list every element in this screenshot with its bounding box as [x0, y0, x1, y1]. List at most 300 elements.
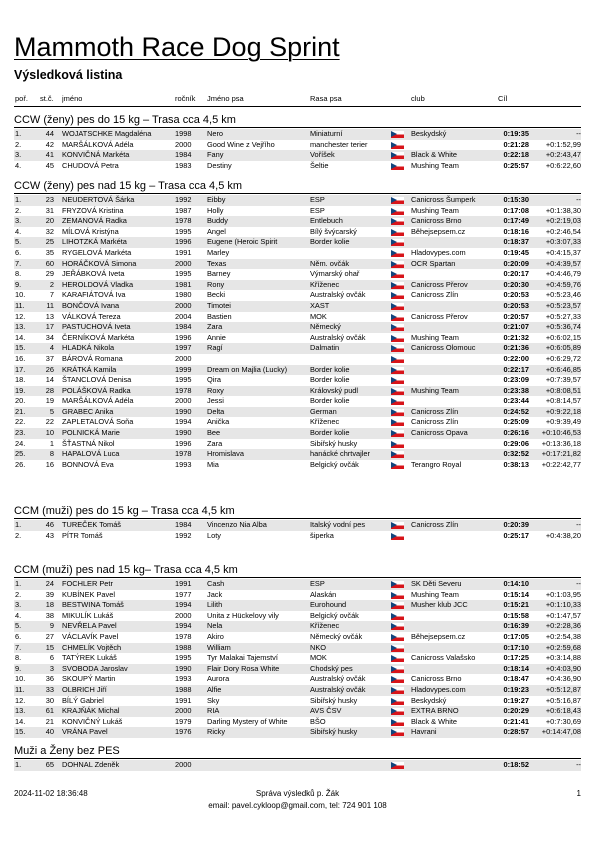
- cell-rank: 25.: [15, 449, 26, 459]
- cell-rank: 1.: [15, 195, 22, 204]
- cell-club: Canicross Šumperk: [411, 195, 476, 204]
- cell-start-number: 40: [45, 727, 54, 737]
- cell-breed: XAST: [310, 300, 330, 310]
- results-table: [14, 520, 581, 541]
- cell-name: PASTUCHOVÁ Iveta: [62, 322, 131, 332]
- cell-rank: 4.: [15, 226, 22, 236]
- cell-breed: Australský ovčák: [310, 290, 366, 300]
- cell-finish-time: 0:19:23: [503, 684, 529, 694]
- cell-dog-name: Anička: [207, 417, 230, 427]
- cell-start-number: 9: [49, 621, 54, 631]
- cell-rank: 3.: [15, 150, 22, 160]
- cell-breed: Něm. ovčák: [310, 258, 350, 268]
- cell-breed: šiperka: [310, 530, 334, 540]
- cell-breed: manchester terier: [310, 139, 368, 149]
- cell-name: KONVIČNÁ Markéta: [62, 150, 130, 160]
- cell-year: 1988: [175, 642, 192, 652]
- cell-rank: 7.: [15, 258, 22, 268]
- table-row: [14, 706, 581, 717]
- czech-flag-icon: [391, 655, 404, 662]
- section-title: CCW (ženy) pes do 15 kg – Trasa cca 4,5 km: [14, 114, 236, 126]
- cell-breed: Australský ovčák: [310, 684, 366, 694]
- cell-dog-name: Akiro: [207, 631, 224, 641]
- cell-rank: 15.: [15, 727, 26, 737]
- czech-flag-icon: [391, 345, 404, 352]
- czech-flag-icon: [391, 163, 404, 170]
- cell-name: ZAPLETALOVÁ Soňa: [62, 417, 134, 427]
- cell-finish-time: 0:16:39: [503, 621, 529, 631]
- cell-start-number: 18: [45, 600, 54, 610]
- table-row: [14, 760, 581, 771]
- cell-rank: 12.: [15, 311, 26, 321]
- czech-flag-icon: [391, 229, 404, 236]
- cell-rank: 4.: [15, 610, 22, 620]
- cell-dog-name: Buddy: [207, 216, 228, 226]
- cell-start-number: 10: [45, 428, 54, 438]
- table-row: [14, 312, 581, 323]
- cell-club: SK Děti Severu: [411, 579, 462, 588]
- cell-rank: 2.: [15, 139, 22, 149]
- czech-flag-icon: [391, 451, 404, 458]
- table-row: [14, 717, 581, 728]
- cell-start-number: 35: [45, 247, 54, 257]
- cell-rank: 10.: [15, 674, 26, 684]
- cell-finish-time: 0:21:41: [503, 716, 529, 726]
- cell-club: Canicross Přerov: [411, 311, 468, 321]
- cell-rank: 9.: [15, 663, 22, 673]
- cell-finish-time: 0:21:32: [503, 332, 529, 342]
- table-row: [14, 396, 581, 407]
- cell-year: 1990: [175, 428, 192, 438]
- cell-start-number: 24: [45, 579, 54, 588]
- cell-breed: MOK: [310, 653, 327, 663]
- cell-rank: 13.: [15, 706, 26, 716]
- cell-year: 1978: [175, 385, 192, 395]
- cell-name: POLNICKÁ Marie: [62, 428, 120, 438]
- cell-time-gap: +0:8:14,57: [545, 396, 581, 406]
- cell-dog-name: Timotei: [207, 300, 231, 310]
- cell-year: 2000: [175, 139, 192, 149]
- czech-flag-icon: [391, 250, 404, 257]
- cell-time-gap: +0:1:52,99: [545, 139, 581, 149]
- cell-club: Canicross Opava: [411, 428, 468, 438]
- cell-name: GRABEC Anika: [62, 406, 114, 416]
- czech-flag-icon: [391, 634, 404, 641]
- cell-year: 1987: [175, 205, 192, 215]
- cell-dog-name: Barney: [207, 269, 231, 279]
- cell-start-number: 65: [45, 760, 54, 769]
- cell-dog-name: RIA: [207, 706, 220, 716]
- table-row: [14, 206, 581, 217]
- cell-club: Canicross Olomouc: [411, 343, 476, 353]
- cell-start-number: 22: [45, 417, 54, 427]
- cell-dog-name: Becki: [207, 290, 226, 300]
- cell-finish-time: 0:17:10: [503, 642, 529, 652]
- cell-name: NEVŘELA Pavel: [62, 621, 117, 631]
- cell-time-gap: +0:6:46,85: [545, 364, 581, 374]
- table-row: [14, 520, 581, 531]
- cell-rank: 14.: [15, 332, 26, 342]
- cell-name: CHUDOVÁ Petra: [62, 160, 119, 170]
- cell-name: KRÁTKÁ Kamila: [62, 364, 117, 374]
- cell-start-number: 27: [45, 631, 54, 641]
- cell-rank: 26.: [15, 459, 26, 469]
- col-header-breed: Rasa psa: [310, 94, 342, 103]
- cell-name: BONNOVÁ Eva: [62, 459, 114, 469]
- cell-breed: Královský pudl: [310, 385, 359, 395]
- table-row: [14, 301, 581, 312]
- cell-rank: 1.: [15, 579, 22, 588]
- cell-finish-time: 0:21:28: [503, 139, 529, 149]
- cell-name: VÁLKOVÁ Tereza: [62, 311, 121, 321]
- cell-time-gap: +0:4:15,37: [545, 247, 581, 257]
- section-divider: [14, 577, 581, 578]
- cell-time-gap: +0:5:23,57: [545, 300, 581, 310]
- cell-breed: Dalmatin: [310, 343, 340, 353]
- cell-start-number: 8: [49, 449, 54, 459]
- czech-flag-icon: [391, 377, 404, 384]
- cell-start-number: 34: [45, 332, 54, 342]
- cell-time-gap: +0:2:46,54: [545, 226, 581, 236]
- cell-dog-name: Destiny: [207, 160, 232, 170]
- table-row: [14, 216, 581, 227]
- cell-year: 1981: [175, 279, 192, 289]
- cell-finish-time: 0:19:35: [503, 129, 529, 138]
- cell-breed: Belgický ovčák: [310, 610, 359, 620]
- cell-finish-time: 0:18:37: [503, 237, 529, 247]
- cell-year: 2000: [175, 610, 192, 620]
- table-row: [14, 590, 581, 601]
- cell-finish-time: 0:17:25: [503, 653, 529, 663]
- cell-year: 1980: [175, 290, 192, 300]
- cell-rank: 19.: [15, 385, 26, 395]
- czech-flag-icon: [391, 719, 404, 726]
- cell-breed: Sibiřský husky: [310, 438, 358, 448]
- cell-time-gap: +0:4:38,20: [545, 530, 581, 540]
- cell-rank: 4.: [15, 160, 22, 170]
- cell-time-gap: --: [576, 195, 581, 204]
- cell-time-gap: +0:4:46,79: [545, 269, 581, 279]
- cell-time-gap: --: [576, 579, 581, 588]
- cell-start-number: 29: [45, 269, 54, 279]
- section-divider: [14, 758, 581, 759]
- cell-start-number: 23: [45, 195, 54, 204]
- cell-year: 2000: [175, 300, 192, 310]
- cell-finish-time: 0:38:13: [503, 459, 529, 469]
- cell-club: Beskydský: [411, 129, 447, 138]
- cell-name: MÍLOVÁ Kristýna: [62, 226, 119, 236]
- table-row: [14, 696, 581, 707]
- cell-breed: Entlebuch: [310, 216, 343, 226]
- section-title: CCM (muži) pes do 15 kg – Trasa cca 4,5 km: [14, 505, 235, 517]
- table-row: [14, 449, 581, 460]
- cell-rank: 8.: [15, 269, 22, 279]
- cell-year: 1994: [175, 621, 192, 631]
- cell-club: Canicross Brno: [411, 674, 462, 684]
- cell-rank: 2.: [15, 530, 22, 540]
- cell-club: Musher klub JCC: [411, 600, 468, 610]
- cell-start-number: 17: [45, 322, 54, 332]
- cell-finish-time: 0:17:49: [503, 216, 529, 226]
- cell-name: SVOBODA Jaroslav: [62, 663, 128, 673]
- cell-finish-time: 0:20:09: [503, 258, 529, 268]
- cell-start-number: 25: [45, 237, 54, 247]
- cell-start-number: 20: [45, 216, 54, 226]
- cell-breed: Kříženec: [310, 279, 340, 289]
- cell-club: Hladovypes.com: [411, 247, 466, 257]
- footer-admin: Správa výsledků p. Žák: [255, 789, 340, 798]
- cell-rank: 11.: [15, 300, 25, 310]
- table-row: [14, 280, 581, 291]
- cell-club: Canicross Zlín: [411, 290, 459, 300]
- cell-time-gap: +0:6:29,72: [545, 353, 581, 363]
- cell-time-gap: +0:22:42,77: [541, 459, 581, 469]
- cell-name: TATÝREK Lukáš: [62, 653, 117, 663]
- cell-club: Běhejsepsem.cz: [411, 226, 466, 236]
- cell-time-gap: +0:2:19,03: [545, 216, 581, 226]
- cell-finish-time: 0:22:17: [503, 364, 529, 374]
- cell-finish-time: 0:17:08: [503, 205, 529, 215]
- cell-time-gap: +0:10:46,53: [541, 428, 581, 438]
- cell-name: KARAFIÁTOVÁ Iva: [62, 290, 126, 300]
- cell-rank: 1.: [15, 760, 22, 769]
- cell-breed: Border kolie: [310, 428, 350, 438]
- table-row: [14, 611, 581, 622]
- cell-start-number: 33: [45, 684, 54, 694]
- cell-time-gap: +0:6:02,15: [545, 332, 581, 342]
- czech-flag-icon: [391, 218, 404, 225]
- cell-name: MARŠÁLKOVÁ Adéla: [62, 139, 134, 149]
- cell-dog-name: Zara: [207, 322, 223, 332]
- cell-year: 1995: [175, 226, 192, 236]
- czech-flag-icon: [391, 356, 404, 363]
- czech-flag-icon: [391, 522, 404, 529]
- cell-year: 1994: [175, 417, 192, 427]
- czech-flag-icon: [391, 292, 404, 299]
- cell-rank: 6.: [15, 631, 22, 641]
- cell-start-number: 39: [45, 589, 54, 599]
- cell-club: Canicross Přerov: [411, 279, 468, 289]
- czech-flag-icon: [391, 708, 404, 715]
- czech-flag-icon: [391, 698, 404, 705]
- cell-year: 1996: [175, 438, 192, 448]
- cell-finish-time: 0:20:17: [503, 269, 529, 279]
- cell-rank: 11.: [15, 684, 25, 694]
- cell-club: Mushing Team: [411, 385, 459, 395]
- cell-dog-name: Annie: [207, 332, 226, 342]
- cell-name: BÍLÝ Gabriel: [62, 695, 104, 705]
- section-divider: [14, 193, 581, 194]
- table-row: [14, 407, 581, 418]
- cell-breed: Šeltie: [310, 160, 329, 170]
- cell-year: 1991: [175, 579, 192, 588]
- cell-year: 1996: [175, 332, 192, 342]
- cell-time-gap: +0:7:30,69: [545, 716, 581, 726]
- table-row: [14, 150, 581, 161]
- cell-year: 1995: [175, 375, 192, 385]
- cell-breed: Voříšek: [310, 150, 335, 160]
- cell-breed: Bílý švýcarský: [310, 226, 357, 236]
- cell-breed: Australský ovčák: [310, 674, 366, 684]
- cell-start-number: 37: [45, 353, 54, 363]
- cell-name: NEUDERTOVÁ Šárka: [62, 195, 135, 204]
- cell-start-number: 38: [45, 610, 54, 620]
- cell-finish-time: 0:15:58: [503, 610, 529, 620]
- cell-club: EXTRA BRNO: [411, 706, 459, 716]
- table-row: [14, 621, 581, 632]
- cell-year: 1992: [175, 195, 192, 204]
- cell-year: 2000: [175, 706, 192, 716]
- cell-finish-time: 0:25:17: [503, 530, 529, 540]
- cell-club: Black & White: [411, 150, 458, 160]
- cell-name: MARŠÁLKOVÁ Adéla: [62, 396, 134, 406]
- section-title: Muži a Ženy bez PES: [14, 745, 120, 757]
- document-subtitle: Výsledková listina: [14, 68, 123, 82]
- czech-flag-icon: [391, 142, 404, 149]
- cell-start-number: 1: [49, 438, 54, 448]
- cell-breed: Belgický ovčák: [310, 459, 359, 469]
- cell-time-gap: +0:13:36,18: [541, 438, 581, 448]
- cell-breed: AVS ČSV: [310, 706, 342, 716]
- cell-rank: 16.: [15, 353, 26, 363]
- cell-dog-name: Qira: [207, 375, 221, 385]
- czech-flag-icon: [391, 152, 404, 159]
- cell-year: 2000: [175, 353, 192, 363]
- cell-time-gap: +0:9:22,18: [545, 406, 581, 416]
- cell-finish-time: 0:14:10: [503, 579, 529, 588]
- column-header-row: [14, 94, 581, 107]
- cell-year: 1990: [175, 406, 192, 416]
- cell-name: BONČOVÁ Ivana: [62, 300, 120, 310]
- cell-rank: 10.: [15, 290, 26, 300]
- cell-start-number: 28: [45, 385, 54, 395]
- table-row: [14, 322, 581, 333]
- table-row: [14, 195, 581, 206]
- czech-flag-icon: [391, 282, 404, 289]
- cell-finish-time: 0:22:00: [503, 353, 529, 363]
- cell-start-number: 3: [49, 663, 54, 673]
- cell-breed: NKO: [310, 642, 327, 652]
- cell-start-number: 21: [45, 716, 54, 726]
- footer-contact: email: pavel.cykloop@gmail.com, tel: 724 901 108: [208, 801, 387, 810]
- czech-flag-icon: [391, 441, 404, 448]
- cell-finish-time: 0:21:36: [503, 343, 529, 353]
- cell-time-gap: --: [576, 520, 581, 529]
- col-header-finish: Cíl: [498, 94, 508, 103]
- czech-flag-icon: [391, 324, 404, 331]
- cell-rank: 9.: [15, 279, 22, 289]
- section-divider: [14, 518, 581, 519]
- cell-finish-time: 0:15:14: [503, 589, 529, 599]
- results-table: [14, 760, 581, 771]
- czech-flag-icon: [391, 388, 404, 395]
- cell-finish-time: 0:20:39: [503, 520, 529, 529]
- cell-rank: 14.: [15, 716, 26, 726]
- czech-flag-icon: [391, 367, 404, 374]
- czech-flag-icon: [391, 314, 404, 321]
- cell-club: Běhejsepsem.cz: [411, 631, 466, 641]
- cell-dog-name: Texas: [207, 258, 227, 268]
- cell-name: BÁROVÁ Romana: [62, 353, 123, 363]
- cell-name: PÍTR Tomáš: [62, 530, 103, 540]
- cell-year: 1978: [175, 216, 192, 226]
- cell-finish-time: 0:28:57: [503, 727, 529, 737]
- cell-year: 1999: [175, 364, 192, 374]
- section-title: CCW (ženy) pes nad 15 kg – Trasa cca 4,5 km: [14, 180, 243, 192]
- cell-dog-name: Dream on Majlia (Lucky): [207, 364, 288, 374]
- cell-time-gap: +0:1:03,95: [545, 589, 581, 599]
- cell-dog-name: Aurora: [207, 674, 230, 684]
- cell-rank: 21.: [15, 406, 26, 416]
- table-row: [14, 161, 581, 172]
- cell-dog-name: Fany: [207, 150, 224, 160]
- cell-finish-time: 0:23:38: [503, 385, 529, 395]
- cell-name: LIHOTZKÁ Markéta: [62, 237, 127, 247]
- cell-name: CHMELÍK Vojtěch: [62, 642, 122, 652]
- czech-flag-icon: [391, 602, 404, 609]
- table-row: [14, 386, 581, 397]
- table-row: [14, 579, 581, 590]
- cell-name: ŠTANCLOVÁ Denisa: [62, 375, 132, 385]
- czech-flag-icon: [391, 613, 404, 620]
- results-table: [14, 195, 581, 470]
- table-row: [14, 727, 581, 738]
- table-row: [14, 354, 581, 365]
- cell-rank: 12.: [15, 695, 26, 705]
- czech-flag-icon: [391, 398, 404, 405]
- cell-name: OLBRICH Jiří: [62, 684, 107, 694]
- cell-year: 2000: [175, 760, 192, 769]
- cell-rank: 17.: [15, 364, 26, 374]
- cell-time-gap: +0:4:59,76: [545, 279, 581, 289]
- cell-start-number: 45: [45, 160, 54, 170]
- cell-dog-name: Cash: [207, 579, 225, 588]
- cell-start-number: 61: [45, 706, 54, 716]
- cell-dog-name: Loty: [207, 530, 221, 540]
- cell-time-gap: +0:8:08,51: [545, 385, 581, 395]
- cell-finish-time: 0:25:09: [503, 417, 529, 427]
- czech-flag-icon: [391, 687, 404, 694]
- cell-rank: 1.: [15, 129, 22, 138]
- cell-time-gap: +0:5:23,46: [545, 290, 581, 300]
- cell-year: 1983: [175, 160, 192, 170]
- cell-name: SKOUPÝ Martin: [62, 674, 116, 684]
- czech-flag-icon: [391, 335, 404, 342]
- cell-name: HAPALOVÁ Luca: [62, 449, 120, 459]
- cell-finish-time: 0:20:29: [503, 706, 529, 716]
- cell-dog-name: Good Wine z Vejřího: [207, 139, 275, 149]
- cell-year: 1979: [175, 716, 192, 726]
- cell-dog-name: Angel: [207, 226, 226, 236]
- cell-breed: Eurohound: [310, 600, 347, 610]
- cell-year: 1984: [175, 322, 192, 332]
- cell-breed: ESP: [310, 205, 325, 215]
- czech-flag-icon: [391, 533, 404, 540]
- table-row: [14, 237, 581, 248]
- czech-flag-icon: [391, 239, 404, 246]
- cell-year: 2000: [175, 258, 192, 268]
- cell-dog-name: Flair Dory Rosa White: [207, 663, 280, 673]
- table-row: [14, 259, 581, 270]
- table-row: [14, 269, 581, 280]
- cell-breed: Kříženec: [310, 417, 340, 427]
- czech-flag-icon: [391, 645, 404, 652]
- cell-finish-time: 0:23:09: [503, 375, 529, 385]
- cell-name: DOHNAL Zdeněk: [62, 760, 120, 769]
- document-title: Mammoth Race Dog Sprint: [14, 32, 340, 62]
- cell-rank: 8.: [15, 653, 22, 663]
- cell-year: 2004: [175, 311, 192, 321]
